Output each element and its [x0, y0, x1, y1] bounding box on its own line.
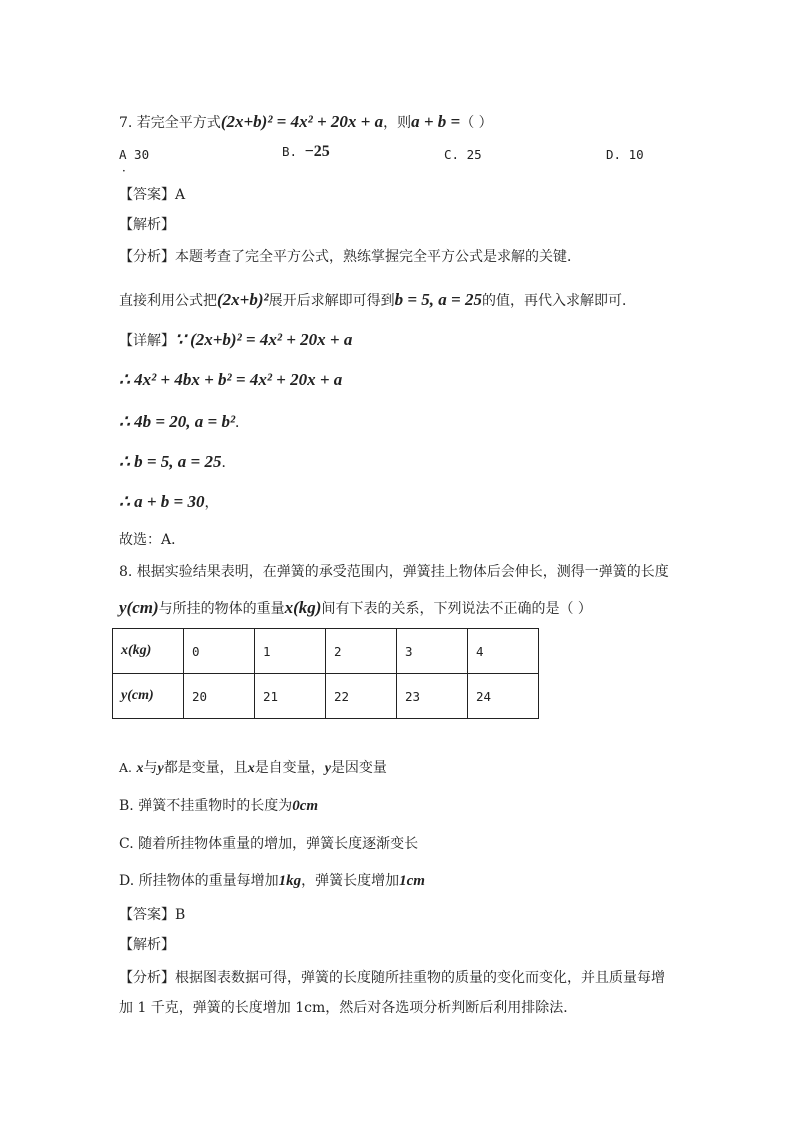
table-cell: 22 [326, 674, 397, 719]
option-b-value: 0cm [292, 798, 319, 814]
q8-answer: 【答案】B [119, 907, 186, 923]
q7-formula: (2x+b)² = 4x² + 20x + a [220, 112, 384, 131]
table-cell: 20 [184, 674, 255, 719]
q7-method-mid: 展开后求解即可得到 [268, 293, 395, 309]
q7-option-a: A 30 [119, 147, 150, 162]
q8-option-b [119, 796, 318, 816]
q8-option-d [119, 871, 425, 891]
var-y: y [157, 761, 164, 776]
q7-method-expr: (2x+b)² [217, 290, 269, 309]
var-x: x [247, 761, 255, 776]
q7-method [119, 290, 636, 311]
q8-analysis-line1: 【分析】根据图表数据可得，弹簧的长度随所挂重物的质量的变化而变化，并且质量每增 [119, 970, 665, 986]
q7-detail-head: 【详解】 [119, 333, 175, 349]
q7-option-b-prefix: B. [282, 144, 298, 159]
q7-step5: ∴ a + b = 30 [119, 492, 205, 511]
text-segment: ，弹簧长度增加 [301, 873, 400, 889]
q7-detail-line [119, 330, 352, 351]
table-cell: 21 [255, 674, 326, 719]
q8-stem-line2 [119, 598, 592, 619]
q8-option-c: C. 随着所挂物体重量的增加，弹簧长度逐渐变长 [119, 836, 419, 852]
q8-stem-y: y(cm) [119, 598, 159, 617]
table-cell: 23 [397, 674, 468, 719]
q7-stem-mid: ，则 [383, 115, 412, 131]
q7-step3: ∴ 4b = 20, a = b² [119, 412, 236, 431]
text-segment: D. 所挂物体的重量每增加 [119, 873, 279, 889]
q7-method-prefix: 直接利用公式把 [119, 293, 217, 309]
q7-step4: ∴ b = 5, a = 25 [119, 452, 222, 471]
q8-analysis-head: 【解析】 [119, 937, 175, 953]
q7-step3-line [119, 412, 249, 433]
q7-step2-line [119, 370, 342, 391]
q7-step5-comma: ， [204, 495, 219, 511]
q7-method-suffix: 的值，再代入求解即可． [481, 293, 636, 309]
text-segment: 与 [143, 760, 158, 776]
q8-stem-line1: 8. 根据实验结果表明，在弹簧的承受范围内，弹簧挂上物体后会伸长，测得一弹簧的长度 [119, 564, 669, 580]
q8-option-a [119, 758, 387, 779]
table-cell: 4 [468, 629, 539, 674]
var-x: x [136, 761, 144, 776]
q7-step4-line [119, 452, 235, 473]
q7-option-c: C. 25 [444, 147, 482, 162]
spring-data-table [112, 628, 539, 719]
length-value: 1cm [399, 873, 425, 889]
text-segment: 都是变量，且 [163, 760, 248, 776]
q8-stem-x: x(kg) [284, 598, 322, 617]
table-cell: 2 [326, 629, 397, 674]
q7-step1: ∵ (2x+b)² = 4x² + 20x + a [175, 330, 353, 349]
table-cell: 0 [184, 629, 255, 674]
q7-option-b-value: −25 [304, 143, 330, 160]
q7-stem-prefix: 7. 若完全平方式 [119, 115, 221, 131]
stray-dot: ． [122, 160, 135, 174]
weight-value: 1kg [278, 873, 302, 889]
var-y: y [324, 761, 331, 776]
table-row [113, 629, 539, 674]
q7-answer: 【答案】A [119, 187, 186, 203]
text-segment: 是因变量 [330, 760, 387, 776]
q7-choose: 故选：A． [119, 532, 186, 548]
q8-stem-mid: 与所挂的物体的重量 [158, 601, 285, 617]
row-y-label: y(cm) [113, 674, 184, 719]
table-cell: 3 [397, 629, 468, 674]
q7-method-vals: b = 5, a = 25 [394, 290, 482, 309]
q7-stem-suffix: （ ） [460, 115, 493, 131]
q7-analysis-head: 【解析】 [119, 217, 175, 233]
q7-target: a + b = [411, 112, 461, 131]
q7-step2: ∴ 4x² + 4bx + b² = 4x² + 20x + a [119, 370, 343, 389]
table-cell: 1 [255, 629, 326, 674]
q8-option-a-prefix: A. [119, 760, 133, 775]
q7-option-b [282, 143, 330, 161]
q7-step3-period: ． [235, 415, 250, 431]
table-cell: 24 [468, 674, 539, 719]
q7-stem [119, 112, 493, 133]
q8-analysis-line2: 加 1 千克，弹簧的长度增加 1cm，然后对各选项分析判断后利用排除法． [119, 1000, 578, 1016]
text-segment: B. 弹簧不挂重物时的长度为 [119, 798, 293, 814]
table-row [113, 674, 539, 719]
text-segment: 是自变量， [254, 760, 325, 776]
q7-step5-line [119, 492, 218, 513]
row-x-label: x(kg) [113, 629, 184, 674]
q8-stem-end: 间有下表的关系，下列说法不正确的是（ ） [321, 601, 592, 617]
q7-option-d: D. 10 [606, 147, 644, 162]
q7-step4-period: ． [221, 455, 236, 471]
q7-analysis: 【分析】本题考查了完全平方公式，熟练掌握完全平方公式是求解的关键． [119, 249, 581, 265]
